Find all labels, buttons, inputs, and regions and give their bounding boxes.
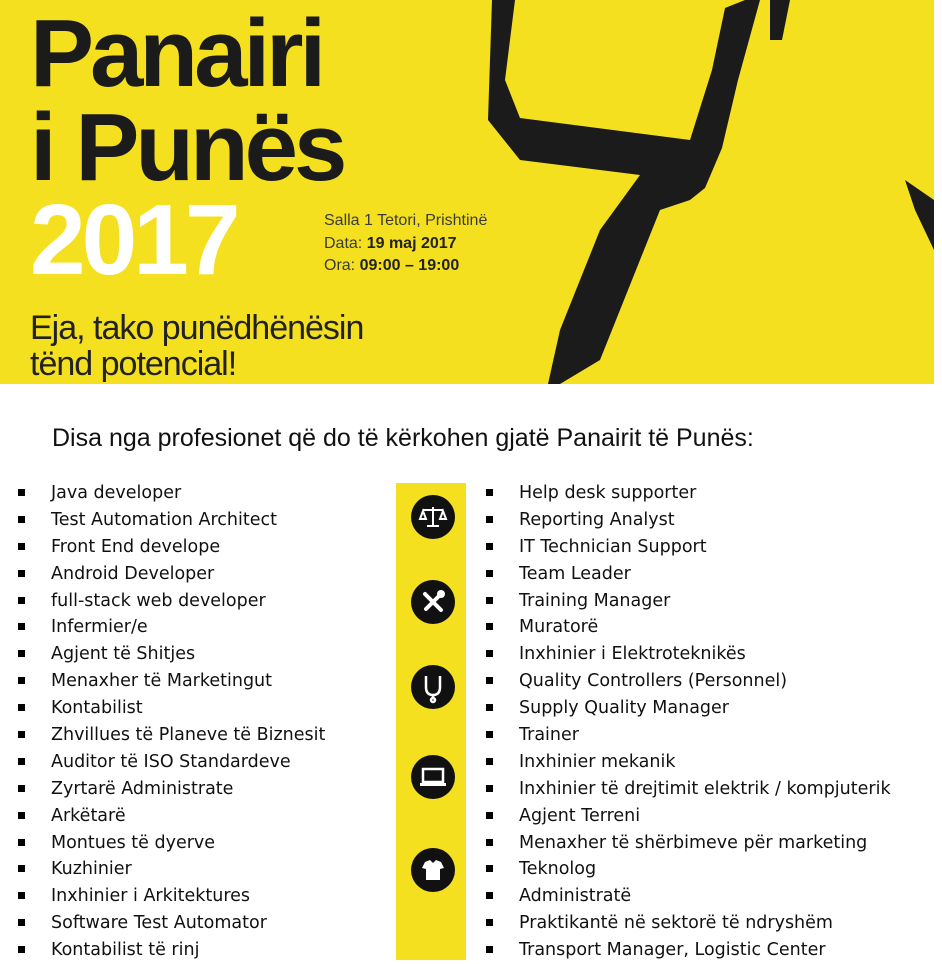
bullet-icon xyxy=(486,865,493,872)
professions-heading: Disa nga profesionet që do të kërkohen gjatë Panairit të Punës: xyxy=(52,424,754,452)
bullet-icon xyxy=(18,758,25,765)
bullet-icon xyxy=(486,839,493,846)
bullet-icon xyxy=(18,731,25,738)
bullet-icon xyxy=(486,812,493,819)
bullet-icon xyxy=(18,919,25,926)
bullet-icon xyxy=(18,812,25,819)
list-item-label: Java developer xyxy=(51,483,182,503)
bullet-icon xyxy=(18,570,25,577)
bullet-icon xyxy=(486,946,493,953)
poster-banner xyxy=(0,0,942,384)
list-item-label: Test Automation Architect xyxy=(51,509,277,530)
list-item-label: Administratë xyxy=(519,886,632,907)
list-item-label: Inxhinier i Elektroteknikës xyxy=(519,644,746,665)
bullet-icon xyxy=(486,892,493,899)
icon-column xyxy=(396,483,466,960)
bullet-icon xyxy=(486,543,493,550)
scales-icon xyxy=(411,495,455,539)
bullet-icon xyxy=(18,543,25,550)
chef-jacket-icon xyxy=(411,848,455,892)
bullet-icon xyxy=(18,785,25,792)
bullet-icon xyxy=(486,704,493,711)
list-item-label: Supply Quality Manager xyxy=(519,698,729,719)
list-item-label: Muratorë xyxy=(519,617,599,638)
bullet-icon xyxy=(486,677,493,684)
tools-icon xyxy=(411,580,455,624)
list-item-label: Agjent Terreni xyxy=(519,805,641,826)
list-item-label: Trainer xyxy=(519,725,579,746)
list-item-label: Montues të dyerve xyxy=(51,832,216,853)
poster-year: 2017 xyxy=(30,184,237,296)
time-line xyxy=(324,257,459,275)
bullet-icon xyxy=(18,597,25,604)
bullet-icon xyxy=(18,516,25,523)
bullet-icon xyxy=(18,704,25,711)
list-item-label: Help desk supporter xyxy=(519,483,697,503)
bullet-icon xyxy=(486,758,493,765)
bullet-icon xyxy=(486,570,493,577)
bullet-icon xyxy=(486,516,493,523)
list-item-label: Praktikantë në sektorë të ndryshëm xyxy=(519,913,833,934)
list-item-label: Kontabilist xyxy=(51,698,143,719)
bullet-icon xyxy=(486,919,493,926)
list-item-label: Inxhinier mekanik xyxy=(519,751,676,772)
time-label: Ora: xyxy=(324,257,356,274)
venue-text: Salla 1 Tetori, Prishtinë xyxy=(324,212,488,229)
list-item-label: Front End develope xyxy=(51,536,221,557)
list-item-label: Zyrtarë Administrate xyxy=(51,778,234,799)
date-label: Data: xyxy=(324,235,363,252)
bullet-icon xyxy=(486,623,493,630)
list-item-label: Quality Controllers (Personnel) xyxy=(519,671,788,692)
list-item-label: Infermier/e xyxy=(51,617,148,638)
list-item-label: Arkëtarë xyxy=(51,805,126,826)
list-item-label: Inxhinier të drejtimit elektrik / kompjuterik xyxy=(519,778,891,799)
poster-title-line1: Panairi xyxy=(30,0,323,107)
bullet-icon xyxy=(486,731,493,738)
list-item-label: Reporting Analyst xyxy=(519,509,675,530)
list-item-label: Teknolog xyxy=(519,859,597,880)
bullet-icon xyxy=(18,677,25,684)
bullet-icon xyxy=(18,623,25,630)
bullet-icon xyxy=(18,650,25,657)
bullet-icon xyxy=(18,839,25,846)
list-item-label: Menaxher të shërbimeve për marketing xyxy=(519,832,868,853)
stethoscope-icon xyxy=(411,665,455,709)
list-item-label: IT Technician Support xyxy=(519,536,707,557)
list-item-label: Kontabilist të rinj xyxy=(51,940,200,961)
bullet-icon xyxy=(486,597,493,604)
banner-edge xyxy=(934,0,942,384)
date-line xyxy=(324,235,457,253)
bullet-icon xyxy=(18,865,25,872)
list-item-label: Agjent të Shitjes xyxy=(51,644,196,665)
list-item-label: Inxhinier i Arkitektures xyxy=(51,886,251,907)
bullet-icon xyxy=(486,489,493,496)
list-item-label: full-stack web developer xyxy=(51,590,266,611)
bullet-icon xyxy=(486,650,493,657)
time-value: 09:00 – 19:00 xyxy=(359,257,460,274)
list-item-label: Menaxher të Marketingut xyxy=(51,671,273,692)
list-item-label: Team Leader xyxy=(519,563,631,584)
bullet-icon xyxy=(18,946,25,953)
list-item-label: Auditor të ISO Standardeve xyxy=(51,751,291,772)
list-item-label: Transport Manager, Logistic Center xyxy=(519,940,826,961)
list-item-label: Android Developer xyxy=(51,563,215,584)
bullet-icon xyxy=(18,489,25,496)
list-item-label: Software Test Automator xyxy=(51,913,267,934)
list-item-label: Kuzhinier xyxy=(51,859,132,880)
list-item-label: Training Manager xyxy=(519,590,671,611)
poster-title-line2: i Punës xyxy=(30,94,344,201)
bullet-icon xyxy=(18,892,25,899)
slogan-line1: Eja, tako punëdhënësin xyxy=(30,309,364,347)
bullet-icon xyxy=(486,785,493,792)
laptop-icon xyxy=(411,755,455,799)
slogan-line2: tënd potencial! xyxy=(30,345,237,383)
list-item-label: Zhvillues të Planeve të Biznesit xyxy=(51,725,326,746)
date-value: 19 maj 2017 xyxy=(366,235,457,252)
